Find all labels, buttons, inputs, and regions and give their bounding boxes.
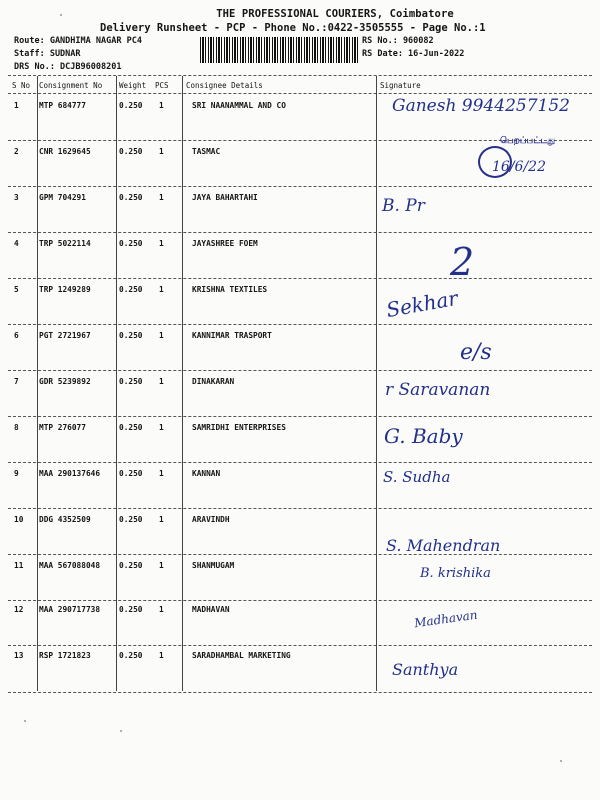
row-weight: 0.250: [119, 561, 143, 570]
row-pcs: 1: [159, 239, 164, 248]
received-stamp: [430, 136, 580, 186]
row-weight: 0.250: [119, 515, 143, 524]
row-consignee: DINAKARAN: [192, 377, 235, 386]
row-pcs: 1: [159, 651, 164, 660]
row-consignee: MADHAVAN: [192, 605, 230, 614]
row-divider: [8, 278, 592, 279]
row-weight: 0.250: [119, 377, 143, 386]
row-divider: [8, 416, 592, 417]
col-header-consignment: Consignment No: [39, 81, 103, 90]
row-consignee: SHANMUGAM: [192, 561, 235, 570]
document-subtitle: Delivery Runsheet - PCP - Phone No.:0422-3505555 - Page No.:1: [100, 22, 486, 34]
col-header-consignee: Consignee Details: [186, 81, 263, 90]
table-row: [0, 651, 600, 697]
row-divider: [8, 186, 592, 187]
row-pcs: 1: [159, 561, 164, 570]
row-sno: 13: [14, 651, 24, 660]
row-consignee: SAMRIDHI ENTERPRISES: [192, 423, 286, 432]
row-sno: 12: [14, 605, 24, 614]
row-consignment: RSP 1721823: [39, 651, 91, 660]
row-pcs: 1: [159, 423, 164, 432]
row-weight: 0.250: [119, 469, 143, 478]
row-pcs: 1: [159, 101, 164, 110]
staff-label: Staff: SUDNAR: [14, 49, 81, 59]
row-consignee: JAYA BAHARTAHI: [192, 193, 258, 202]
row-consignment: MAA 567088048: [39, 561, 101, 570]
row-consignee: SARADHAMBAL MARKETING: [192, 651, 291, 660]
signature-row-2: 16/6/22: [492, 159, 546, 175]
stamp-text: பெறப்பட்டது: [500, 136, 556, 146]
row-consignee: TASMAC: [192, 147, 221, 156]
row-consignment: MTP 684777: [39, 101, 86, 110]
row-consignee: KRISHNA TEXTILES: [192, 285, 268, 294]
row-weight: 0.250: [119, 239, 143, 248]
row-consignment: CNR 1629645: [39, 147, 91, 156]
row-divider: [8, 645, 592, 646]
row-weight: 0.250: [119, 423, 143, 432]
row-divider: [8, 692, 592, 693]
signature-row-9: S. Sudha: [383, 468, 451, 486]
row-consignment: MAA 290717738: [39, 605, 101, 614]
row-pcs: 1: [159, 331, 164, 340]
signature-row-13: Santhya: [392, 660, 459, 679]
row-consignment: PGT 2721967: [39, 331, 91, 340]
signature-row-6: e/s: [460, 340, 492, 365]
row-sno: 9: [14, 469, 19, 478]
row-consignee: SRI NAANAMMAL AND CO: [192, 101, 286, 110]
signature-row-4: 2: [450, 240, 475, 284]
row-consignment: TRP 5022114: [39, 239, 91, 248]
row-weight: 0.250: [119, 101, 143, 110]
header-divider: [8, 75, 592, 76]
row-pcs: 1: [159, 469, 164, 478]
row-pcs: 1: [159, 377, 164, 386]
column-header-divider: [8, 93, 592, 94]
row-sno: 11: [14, 561, 24, 570]
route-label: Route: GANDHIMA NAGAR PC4: [14, 36, 142, 46]
row-divider: [8, 462, 592, 463]
row-pcs: 1: [159, 515, 164, 524]
row-consignee: KANNIMAR TRASPORT: [192, 331, 272, 340]
row-weight: 0.250: [119, 331, 143, 340]
scan-speck: [60, 14, 62, 16]
signature-row-12: Madhavan: [413, 607, 479, 631]
rs-date: RS Date: 16-Jun-2022: [362, 49, 465, 59]
row-weight: 0.250: [119, 147, 143, 156]
row-sno: 5: [14, 285, 19, 294]
row-consignment: MAA 290137646: [39, 469, 101, 478]
row-pcs: 1: [159, 147, 164, 156]
row-consignment: TRP 1249289: [39, 285, 91, 294]
row-pcs: 1: [159, 605, 164, 614]
row-divider: [8, 324, 592, 325]
barcode: [200, 37, 358, 63]
row-weight: 0.250: [119, 193, 143, 202]
row-weight: 0.250: [119, 605, 143, 614]
row-pcs: 1: [159, 193, 164, 202]
row-consignee: ARAVINDH: [192, 515, 230, 524]
row-sno: 6: [14, 331, 19, 340]
row-pcs: 1: [159, 285, 164, 294]
scan-speck: [24, 720, 26, 722]
row-consignment: GPM 704291: [39, 193, 86, 202]
row-divider: [8, 508, 592, 509]
signature-row-8: G. Baby: [384, 424, 463, 448]
row-consignment: MTP 276077: [39, 423, 86, 432]
scan-speck: [560, 760, 562, 762]
row-sno: 8: [14, 423, 19, 432]
row-sno: 4: [14, 239, 19, 248]
row-divider: [8, 600, 592, 601]
row-sno: 10: [14, 515, 24, 524]
row-consignee: KANNAN: [192, 469, 221, 478]
row-divider: [8, 232, 592, 233]
row-consignee: JAYASHREE FOEM: [192, 239, 258, 248]
row-sno: 3: [14, 193, 19, 202]
row-sno: 2: [14, 147, 19, 156]
row-consignment: DDG 4352509: [39, 515, 91, 524]
signature-row-10: S. Mahendran: [386, 536, 501, 555]
signature-row-11: B. krishika: [420, 566, 491, 581]
drs-number: DRS No.: DCJB96008201: [14, 62, 122, 72]
col-header-pcs: PCS: [155, 81, 169, 90]
row-sno: 1: [14, 101, 19, 110]
row-weight: 0.250: [119, 651, 143, 660]
signature-row-5: Sekhar: [384, 285, 460, 323]
scan-speck: [120, 730, 122, 732]
col-header-weight: Weight: [119, 81, 147, 90]
row-consignment: GDR 5239892: [39, 377, 91, 386]
col-header-signature: Signature: [380, 81, 421, 90]
rs-number: RS No.: 960082: [362, 36, 434, 46]
row-weight: 0.250: [119, 285, 143, 294]
row-divider: [8, 370, 592, 371]
signature-row-7: r Saravanan: [385, 380, 491, 400]
row-divider: [8, 554, 592, 555]
col-header-sno: S No: [12, 81, 31, 90]
row-sno: 7: [14, 377, 19, 386]
document-title: THE PROFESSIONAL COURIERS, Coimbatore: [216, 8, 454, 20]
signature-row-3: B. Pr: [382, 196, 425, 216]
signature-row-1: Ganesh 9944257152: [392, 96, 570, 116]
